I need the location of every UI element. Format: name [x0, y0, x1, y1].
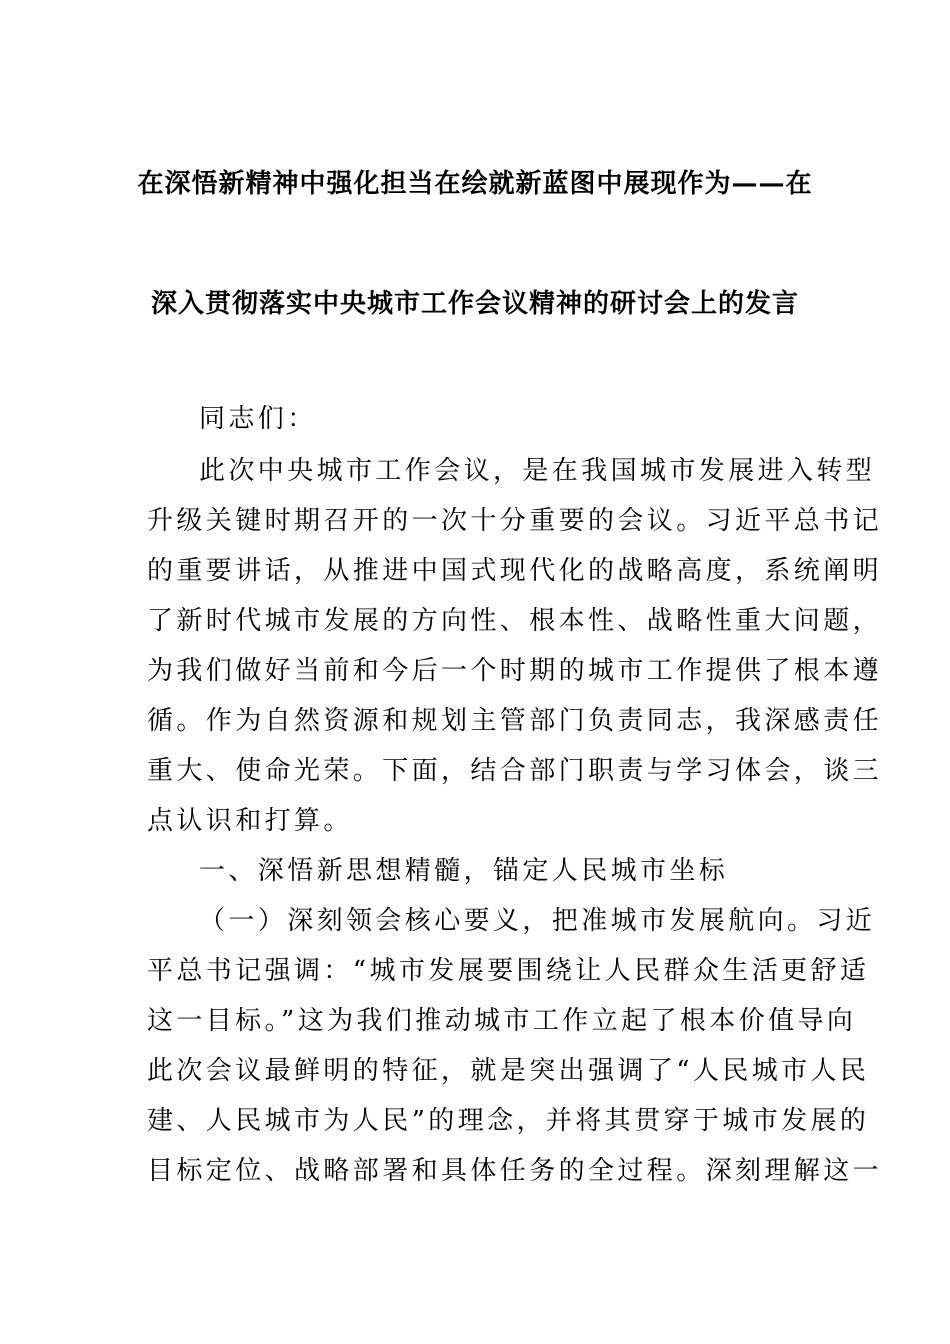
paragraph-1-line: 的重要讲话，从推进中国式现代化的战略高度，系统阐明	[147, 556, 883, 586]
paragraph-1-line: 升级关键时期召开的一次十分重要的会议。习近平总书记	[147, 506, 883, 536]
section-1-sub-1-line: 建、人民城市为人民”的理念，并将其贯穿于城市发展的	[147, 1106, 870, 1136]
section-1-sub-1-line: 这一目标。”这为我们推动城市工作立起了根本价值导向	[147, 1006, 857, 1036]
paragraph-1-line: 重大、使命光荣。下面，结合部门职责与学习体会，谈三	[147, 756, 883, 786]
section-1-sub-1-line: 目标定位、战略部署和具体任务的全过程。深刻理解这一	[147, 1156, 883, 1186]
salutation: 同志们：	[199, 404, 317, 434]
paragraph-1-line: 点认识和打算。	[147, 806, 353, 836]
paragraph-1-line: 了新时代城市发展的方向性、根本性、战略性重大问题，	[147, 606, 883, 636]
paragraph-1-line: 此次中央城市工作会议，是在我国城市发展进入转型	[199, 456, 876, 486]
document-title-line-1: 在深悟新精神中强化担当在绘就新蓝图中展现作为——在	[137, 169, 813, 199]
paragraph-1-line: 循。作为自然资源和规划主管部门负责同志，我深感责任	[147, 706, 883, 736]
section-1-sub-1-line: 平总书记强调：“城市发展要围绕让人民群众生活更舒适	[147, 956, 870, 986]
section-1-heading: 一、深悟新思想精髓，锚定人民城市坐标	[199, 856, 729, 886]
section-1-sub-1-line: （一）深刻领会核心要义，把准城市发展航向。习近	[199, 906, 876, 936]
document-title-line-2: 深入贯彻落实中央城市工作会议精神的研讨会上的发言	[150, 289, 799, 319]
paragraph-1-line: 为我们做好当前和今后一个时期的城市工作提供了根本遵	[147, 656, 883, 686]
section-1-sub-1-line: 此次会议最鲜明的特征，就是突出强调了“人民城市人民	[147, 1056, 870, 1086]
